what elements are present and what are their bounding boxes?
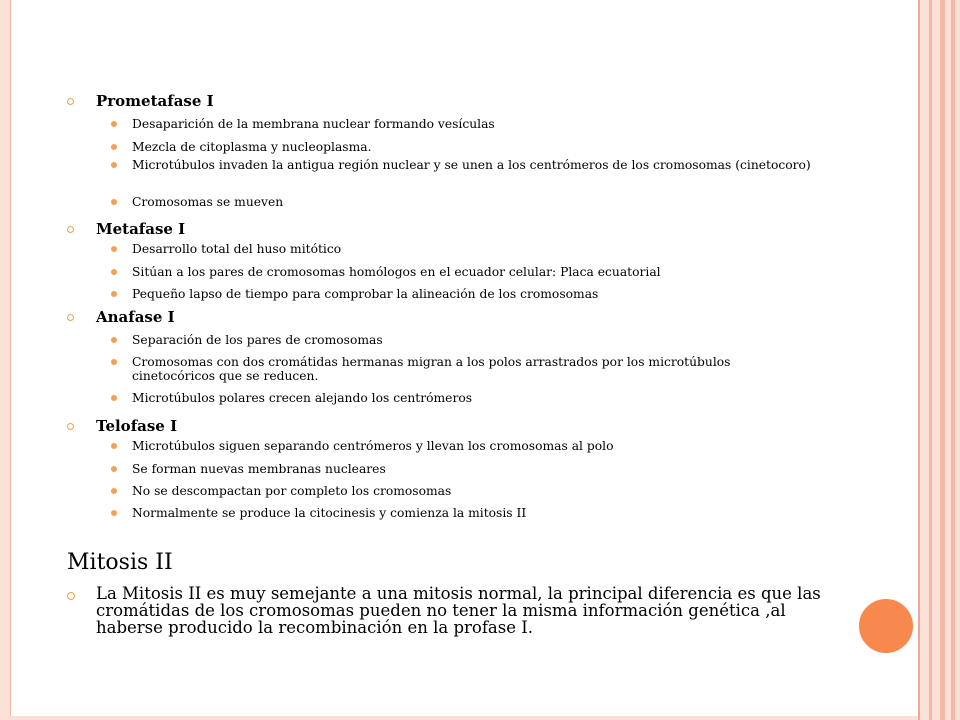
list-item: Microtúbulos invaden la antigua región nuclear y se unen a los centrómeros de los cromosomas (cinetocoro): [132, 158, 811, 172]
section-heading-telofase: Telofase I: [96, 417, 178, 435]
right-stripe: [929, 0, 932, 720]
list-item: Separación de los pares de cromosomas: [132, 333, 383, 347]
item-bullet-icon: [111, 488, 117, 494]
list-item: Pequeño lapso de tiempo para comprobar la alineación de los cromosomas: [132, 287, 599, 301]
item-bullet-icon: [111, 269, 117, 275]
mitosis-ii-paragraph: La Mitosis II es muy semejante a una mitosis normal, la principal diferencia es que las cromátidas de los cromosomas pueden no tener la misma información genética ,al haberse producido la recombinación en la profase I.: [96, 584, 821, 637]
item-bullet-icon: [111, 291, 117, 297]
list-item: Desarrollo total del huso mitótico: [132, 242, 342, 256]
section-heading-prometafase: Prometafase I: [96, 92, 214, 110]
list-item: Se forman nuevas membranas nucleares: [132, 462, 386, 476]
item-bullet-icon: [111, 359, 117, 365]
right-stripe: [951, 0, 955, 720]
item-bullet-icon: [111, 121, 117, 127]
section-bullet-icon: [67, 98, 74, 105]
list-item: Microtúbulos siguen separando centrómeros y llevan los cromosomas al polo: [132, 439, 614, 453]
list-item: Sitúan a los pares de cromosomas homólogos en el ecuador celular: Placa ecuatorial: [132, 265, 661, 279]
right-stripe: [918, 0, 920, 720]
section-heading-anafase: Anafase I: [96, 308, 175, 326]
section-heading-metafase: Metafase I: [96, 220, 186, 238]
mitosis-ii-title: Mitosis II: [67, 550, 173, 575]
list-item: No se descompactan por completo los cromosomas: [132, 484, 452, 498]
item-bullet-icon: [111, 337, 117, 343]
list-item: Mezcla de citoplasma y nucleoplasma.: [132, 140, 372, 154]
item-bullet-icon: [111, 162, 117, 168]
item-bullet-icon: [111, 443, 117, 449]
item-bullet-icon: [111, 510, 117, 516]
section-bullet-icon: [67, 226, 74, 233]
section-bullet-icon: [67, 423, 74, 430]
item-bullet-icon: [111, 395, 117, 401]
list-item: Cromosomas con dos cromátidas hermanas migran a los polos arrastrados por los microtúbulos cinetocóricos que se reducen.: [132, 355, 731, 383]
list-item: Microtúbulos polares crecen alejando los centrómeros: [132, 391, 473, 405]
right-stripe: [940, 0, 945, 720]
item-bullet-icon: [111, 466, 117, 472]
list-item: Desaparición de la membrana nuclear formando vesículas: [132, 117, 495, 131]
list-item: Cromosomas se mueven: [132, 195, 284, 209]
section-bullet-icon: [67, 314, 74, 321]
item-bullet-icon: [111, 199, 117, 205]
item-bullet-icon: [111, 144, 117, 150]
paragraph-bullet-icon: [67, 592, 75, 600]
list-item: Normalmente se produce la citocinesis y comienza la mitosis II: [132, 506, 527, 520]
item-bullet-icon: [111, 246, 117, 252]
